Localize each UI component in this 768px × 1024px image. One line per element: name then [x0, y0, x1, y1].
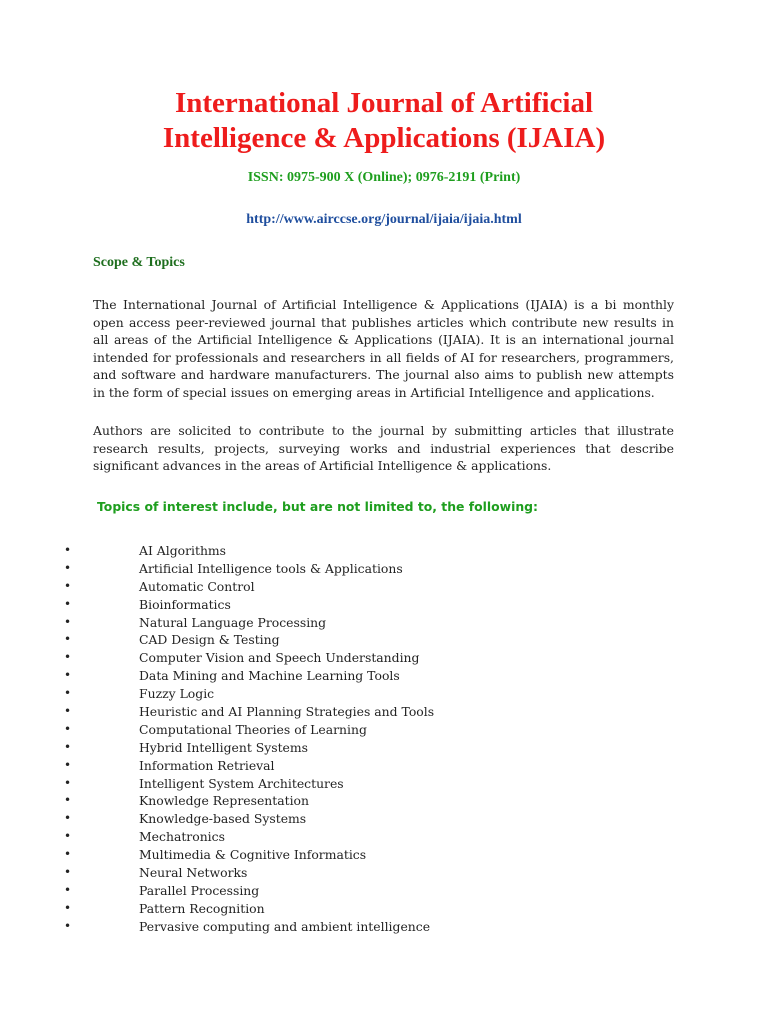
topic-list-item: [0, 596, 768, 614]
topic-label: Natural Language Processing: [139, 614, 327, 630]
bullet-icon: •: [64, 614, 72, 629]
topic-list-item: [0, 614, 768, 632]
topic-list-item: [0, 631, 768, 649]
topic-label: Parallel Processing: [139, 882, 260, 898]
journal-url-link[interactable]: http://www.airccse.org/journal/ijaia/ijaia.html: [246, 212, 522, 227]
bullet-icon: •: [64, 900, 72, 915]
topic-list-item: [0, 685, 768, 703]
bullet-icon: •: [64, 847, 72, 862]
bullet-icon: •: [64, 632, 72, 647]
topic-list-item: [0, 739, 768, 757]
bullet-icon: •: [64, 721, 72, 736]
bullet-icon: •: [64, 686, 72, 701]
bullet-icon: •: [64, 668, 72, 683]
topic-label: Bioinformatics: [139, 596, 231, 612]
topic-list-item: [0, 775, 768, 793]
topic-list-item: [0, 900, 768, 918]
topic-label: Computer Vision and Speech Understanding: [139, 650, 420, 666]
topic-label: Intelligent System Architectures: [139, 775, 344, 791]
topics-of-interest-heading: Topics of interest include, but are not limited to, the following:: [97, 499, 538, 514]
bullet-icon: •: [64, 829, 72, 844]
topic-list-item: [0, 828, 768, 846]
topic-list-item: [0, 882, 768, 900]
topic-list-item: [0, 578, 768, 596]
topic-label: Information Retrieval: [139, 757, 275, 773]
bullet-icon: •: [64, 882, 72, 897]
scope-topics-heading: Scope & Topics: [93, 255, 185, 270]
bullet-icon: •: [64, 865, 72, 880]
journal-title: [0, 86, 768, 156]
topic-list-item: [0, 721, 768, 739]
topic-label: Computational Theories of Learning: [139, 721, 367, 737]
topic-list-item: [0, 918, 768, 936]
bullet-icon: •: [64, 650, 72, 665]
bullet-icon: •: [64, 578, 72, 593]
topic-label: Pervasive computing and ambient intelligence: [139, 918, 431, 934]
topic-label: Multimedia & Cognitive Informatics: [139, 847, 367, 863]
topic-list-item: [0, 810, 768, 828]
topic-list-item: [0, 757, 768, 775]
bullet-icon: •: [64, 560, 72, 575]
topic-list-item: [0, 792, 768, 810]
bullet-icon: •: [64, 811, 72, 826]
topic-list-item: [0, 703, 768, 721]
topic-label: Artificial Intelligence tools & Applications: [139, 560, 403, 576]
topic-label: Knowledge Representation: [139, 793, 310, 809]
issn-line: ISSN: 0975-900 X (Online); 0976-2191 (Print): [247, 170, 521, 185]
topic-label: Data Mining and Machine Learning Tools: [139, 668, 400, 684]
topic-label: Knowledge-based Systems: [139, 811, 307, 827]
bullet-icon: •: [64, 704, 72, 719]
bullet-icon: •: [64, 596, 72, 611]
scope-paragraph-1: The International Journal of Artificial Intelligence & Applications (IJAIA) is a bi monthly open access peer-reviewed journal that publishes articles which contribute new results in all areas of the Artificial Intelligence & Applications (IJAIA). It is an international journal intended for professionals and researchers in all fields of AI for researchers, programmers, and software and hardware manufacturers. The journal also aims to publish new attempts in the form of special issues on emerging areas in Artificial Intelligence and applications.: [93, 297, 674, 400]
bullet-icon: •: [64, 918, 72, 933]
topic-list-item: [0, 846, 768, 864]
topic-label: Automatic Control: [139, 578, 255, 594]
topic-label: Fuzzy Logic: [139, 686, 215, 702]
topic-label: Pattern Recognition: [139, 900, 265, 916]
topic-label: CAD Design & Testing: [139, 632, 280, 648]
topic-label: Heuristic and AI Planning Strategies and Tools: [139, 704, 435, 720]
topic-list-item: [0, 560, 768, 578]
bullet-icon: •: [64, 775, 72, 790]
bullet-icon: •: [64, 543, 72, 557]
scope-paragraph-2: Authors are solicited to contribute to the journal by submitting articles that illustrate research results, projects, surveying works and industrial experiences that describe significant advances in the areas of Artificial Intelligence & applications.: [93, 423, 674, 474]
topic-list-item: [0, 649, 768, 667]
bullet-icon: •: [64, 757, 72, 772]
journal-title-line-1: International Journal of Artificial: [174, 87, 594, 119]
topic-label: AI Algorithms: [139, 543, 227, 558]
topic-list-item: [0, 864, 768, 882]
bullet-icon: •: [64, 739, 72, 754]
topic-label: Mechatronics: [139, 829, 225, 845]
topic-label: Hybrid Intelligent Systems: [139, 739, 308, 755]
topics-list: [0, 542, 768, 936]
bullet-icon: •: [64, 793, 72, 808]
topic-list-item: [0, 667, 768, 685]
topic-label: Neural Networks: [139, 865, 248, 881]
topic-list-item: [0, 542, 768, 560]
journal-title-line-2: Intelligence & Applications (IJAIA): [162, 122, 606, 154]
